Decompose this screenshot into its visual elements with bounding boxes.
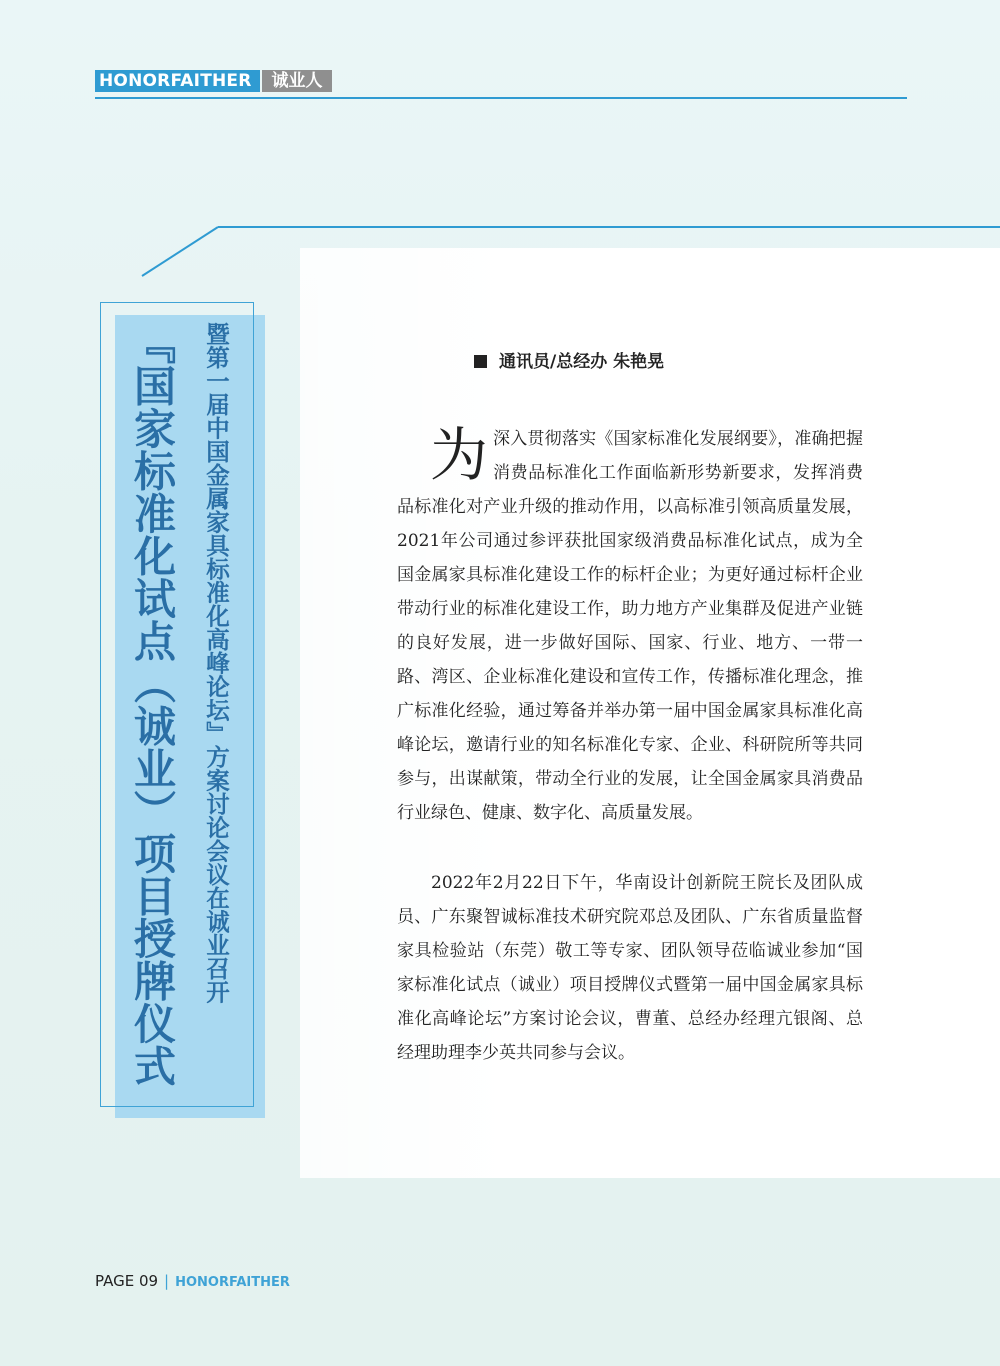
- dropcap-spacer: [397, 422, 493, 482]
- paragraph-2: 2022年2月22日下午，华南设计创新院王院长及团队成员、广东聚智诚标准技术研究院邓总及团队、广东省质量监督家具检验站（东莞）敬工等专家、团队领导莅临诚业参加“国家标准化试点（诚业）项目授牌仪式暨第一届中国金属家具标准化高峰论坛”方案讨论会议，曹董、总经办经理亢银阁、总经理助理李少英共同参与会议。: [397, 873, 863, 1063]
- header-section-label: 诚业人: [262, 70, 332, 92]
- byline-text: 通讯员/总经办 朱艳晃: [499, 352, 665, 372]
- main-title: 『国家标准化试点（诚业）项目授牌仪式: [128, 322, 177, 1087]
- paragraph-1-text: 深入贯彻落实《国家标准化发展纲要》，准确把握消费品标准化工作面临新形势新要求，发挥消费品标准化对产业升级的推动作用，以高标准引领高质量发展，2021年公司通过参评获批国家级消费品标准化试点，成为全国金属家具标准化建设工作的标杆企业；为更好通过标杆企业带动行业的标准化建设工作，助力地方产业集群及促进产业链的良好发展，进一步做好国际、国家、行业、地方、一带一路、湾区、企业标准化建设和宣传工作，传播标准化理念，推广标准化经验，通过筹备并举办第一届中国金属家具标准化高峰论坛，邀请行业的知名标准化专家、企业、科研院所等共同参与，出谋献策，带动全行业的发展，让全国金属家具消费品行业绿色、健康、数字化、高质量发展。: [397, 429, 863, 823]
- page-number: PAGE 09: [95, 1272, 159, 1290]
- header-rule: [95, 97, 907, 99]
- page-footer: [95, 1270, 290, 1292]
- diagonal-line: [142, 227, 218, 276]
- sub-title: 暨第一届中国金属家具标准化高峰论坛』方案讨论会议在诚业召开: [202, 322, 230, 1004]
- header-brand: HONORFAITHER: [95, 70, 260, 92]
- paragraph-1: [397, 422, 863, 830]
- drop-cap: 为: [430, 421, 489, 489]
- footer-brand: HONORFAITHER: [175, 1275, 290, 1290]
- byline: [474, 348, 664, 376]
- footer-separator: |: [164, 1272, 170, 1290]
- square-bullet-icon: [474, 355, 487, 368]
